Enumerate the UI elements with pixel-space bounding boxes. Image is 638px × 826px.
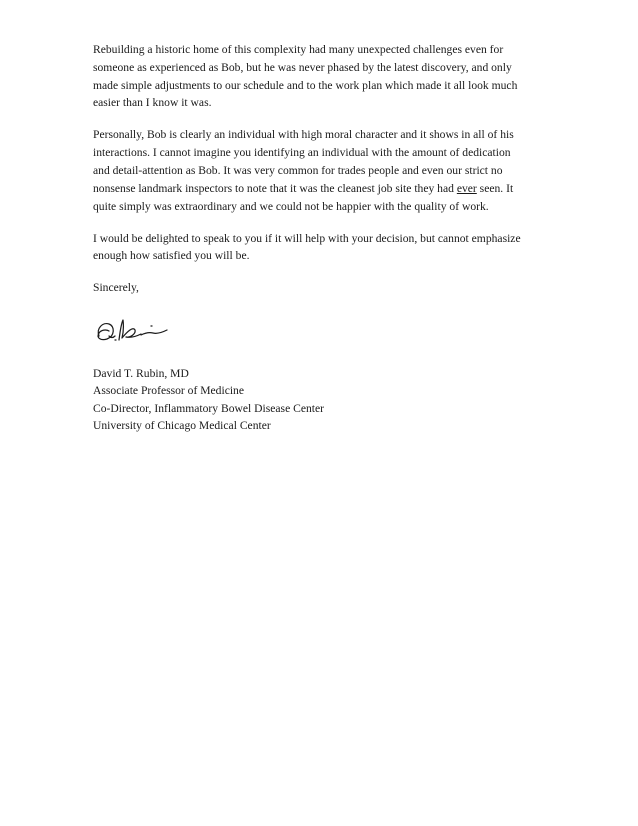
signer-title: Co-Director, Inflammatory Bowel Disease Center: [93, 401, 325, 415]
paragraph-line: Rebuilding a historic home of this complexity had many unexpected challenges even for: [93, 43, 504, 56]
paragraph-line: someone as experienced as Bob, but he was never phased by the latest discovery, and only: [93, 60, 512, 74]
paragraph-rebuilding: [93, 41, 573, 112]
paragraph-personally: [93, 126, 573, 215]
paragraph-line-with-emphasis: [93, 180, 573, 198]
paragraph-line: Personally, Bob is clearly an individual with high moral character and it shows in all of his: [93, 128, 514, 142]
signature-block: [93, 365, 573, 434]
letter-page: [93, 41, 573, 434]
paragraph-line: enough how satisfied you will be.: [93, 249, 250, 263]
paragraph-line: and detail-attention as Bob. It was very common for trades people and even our strict no: [93, 163, 503, 177]
paragraph-line: I would be delighted to speak to you if it will help with your decision, but cannot emphasize: [93, 231, 521, 245]
signer-institution: University of Chicago Medical Center: [93, 418, 271, 432]
text-fragment: nonsense landmark inspectors to note that it was the cleanest job site they had: [93, 181, 457, 195]
signer-title: Associate Professor of Medicine: [93, 384, 245, 398]
closing-salutation: Sincerely,: [93, 281, 139, 295]
handwritten-signature-icon: [93, 314, 177, 348]
paragraph-line: made simple adjustments to our schedule and to the work plan which made it all look much: [93, 78, 518, 92]
underlined-word: ever: [456, 181, 477, 195]
signer-name: David T. Rubin, MD: [93, 367, 189, 381]
paragraph-delighted: [93, 230, 573, 266]
paragraph-line: easier than I know it was.: [93, 96, 212, 110]
paragraph-line: interactions. I cannot imagine you identifying an individual with the amount of dedication: [93, 146, 511, 160]
paragraph-line: quite simply was extraordinary and we could not be happier with the quality of work.: [93, 199, 489, 213]
text-fragment: seen. It: [476, 181, 514, 195]
